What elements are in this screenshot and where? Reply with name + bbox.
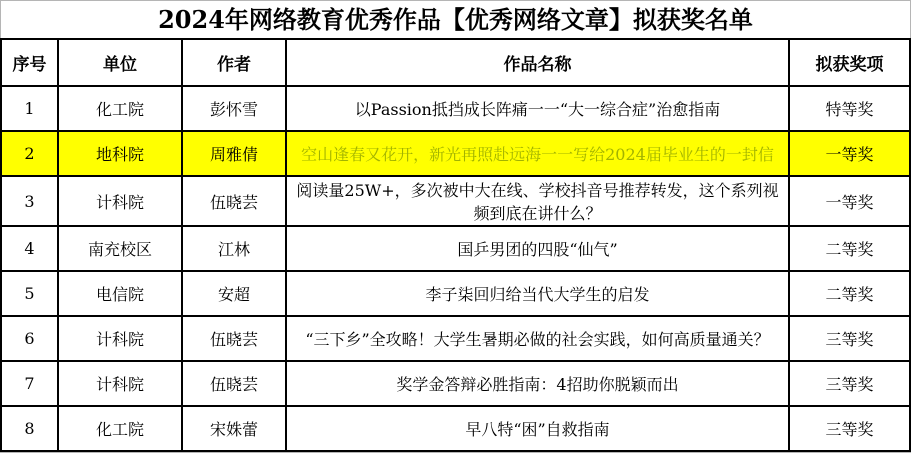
cell-no: 4: [1, 226, 58, 271]
cell-author: 周雅倩: [182, 131, 286, 176]
cell-author: 伍晓芸: [182, 316, 286, 361]
page-title: 2024年网络教育优秀作品【优秀网络文章】拟获奖名单: [158, 5, 753, 34]
cell-award: 二等奖: [789, 226, 910, 271]
cell-unit: 计科院: [58, 316, 182, 361]
cell-unit: 计科院: [58, 176, 182, 226]
cell-author: 伍晓芸: [182, 176, 286, 226]
cell-unit: 化工院: [58, 406, 182, 451]
header-unit: 单位: [58, 39, 182, 86]
table-row-highlighted: [1, 131, 910, 176]
table-row: [1, 406, 910, 451]
cell-award: 特等奖: [789, 86, 910, 131]
table-row: [1, 86, 910, 131]
cell-award: 三等奖: [789, 316, 910, 361]
cell-author: 伍晓芸: [182, 361, 286, 406]
award-table: [0, 38, 911, 452]
cell-unit: 南充校区: [58, 226, 182, 271]
cell-no: 8: [1, 406, 58, 451]
cell-work: 国乒男团的四股“仙气”: [286, 226, 789, 271]
cell-work: “三下乡”全攻略！大学生暑期必做的社会实践，如何高质量通关？: [286, 316, 789, 361]
cell-no: 5: [1, 271, 58, 316]
table-row: [1, 176, 910, 226]
table-row: [1, 226, 910, 271]
table-row: [1, 316, 910, 361]
cell-work: 奖学金答辩必胜指南：4招助你脱颖而出: [286, 361, 789, 406]
cell-unit: 电信院: [58, 271, 182, 316]
header-author: 作者: [182, 39, 286, 86]
header-award: 拟获奖项: [789, 39, 910, 86]
cell-award: 一等奖: [789, 176, 910, 226]
table-row: [1, 361, 910, 406]
cell-author: 彭怀雪: [182, 86, 286, 131]
cell-no: 7: [1, 361, 58, 406]
header-row: [1, 39, 910, 86]
cell-author: 江林: [182, 226, 286, 271]
cell-unit: 化工院: [58, 86, 182, 131]
cell-unit: 地科院: [58, 131, 182, 176]
cell-author: 宋姝蕾: [182, 406, 286, 451]
cell-work: 早八特“困”自救指南: [286, 406, 789, 451]
cell-work: 李子柒回归给当代大学生的启发: [286, 271, 789, 316]
cell-unit: 计科院: [58, 361, 182, 406]
cell-award: 三等奖: [789, 361, 910, 406]
cell-work: 以Passion抵挡成长阵痛一一“大一综合症”治愈指南: [286, 86, 789, 131]
cell-no: 6: [1, 316, 58, 361]
cell-work: 阅读量25W+，多次被中大在线、学校抖音号推荐转发，这个系列视频到底在讲什么？: [286, 176, 789, 226]
cell-no: 3: [1, 176, 58, 226]
cell-no: 1: [1, 86, 58, 131]
cell-award: 二等奖: [789, 271, 910, 316]
header-work: 作品名称: [286, 39, 789, 86]
cell-award: 三等奖: [789, 406, 910, 451]
cell-author: 安超: [182, 271, 286, 316]
table-row: [1, 271, 910, 316]
cell-award: 一等奖: [789, 131, 910, 176]
header-no: 序号: [1, 39, 58, 86]
cell-work: 空山逢春又花开，新光再照赴远海一一写给2024届毕业生的一封信: [286, 131, 789, 176]
cell-no: 2: [1, 131, 58, 176]
